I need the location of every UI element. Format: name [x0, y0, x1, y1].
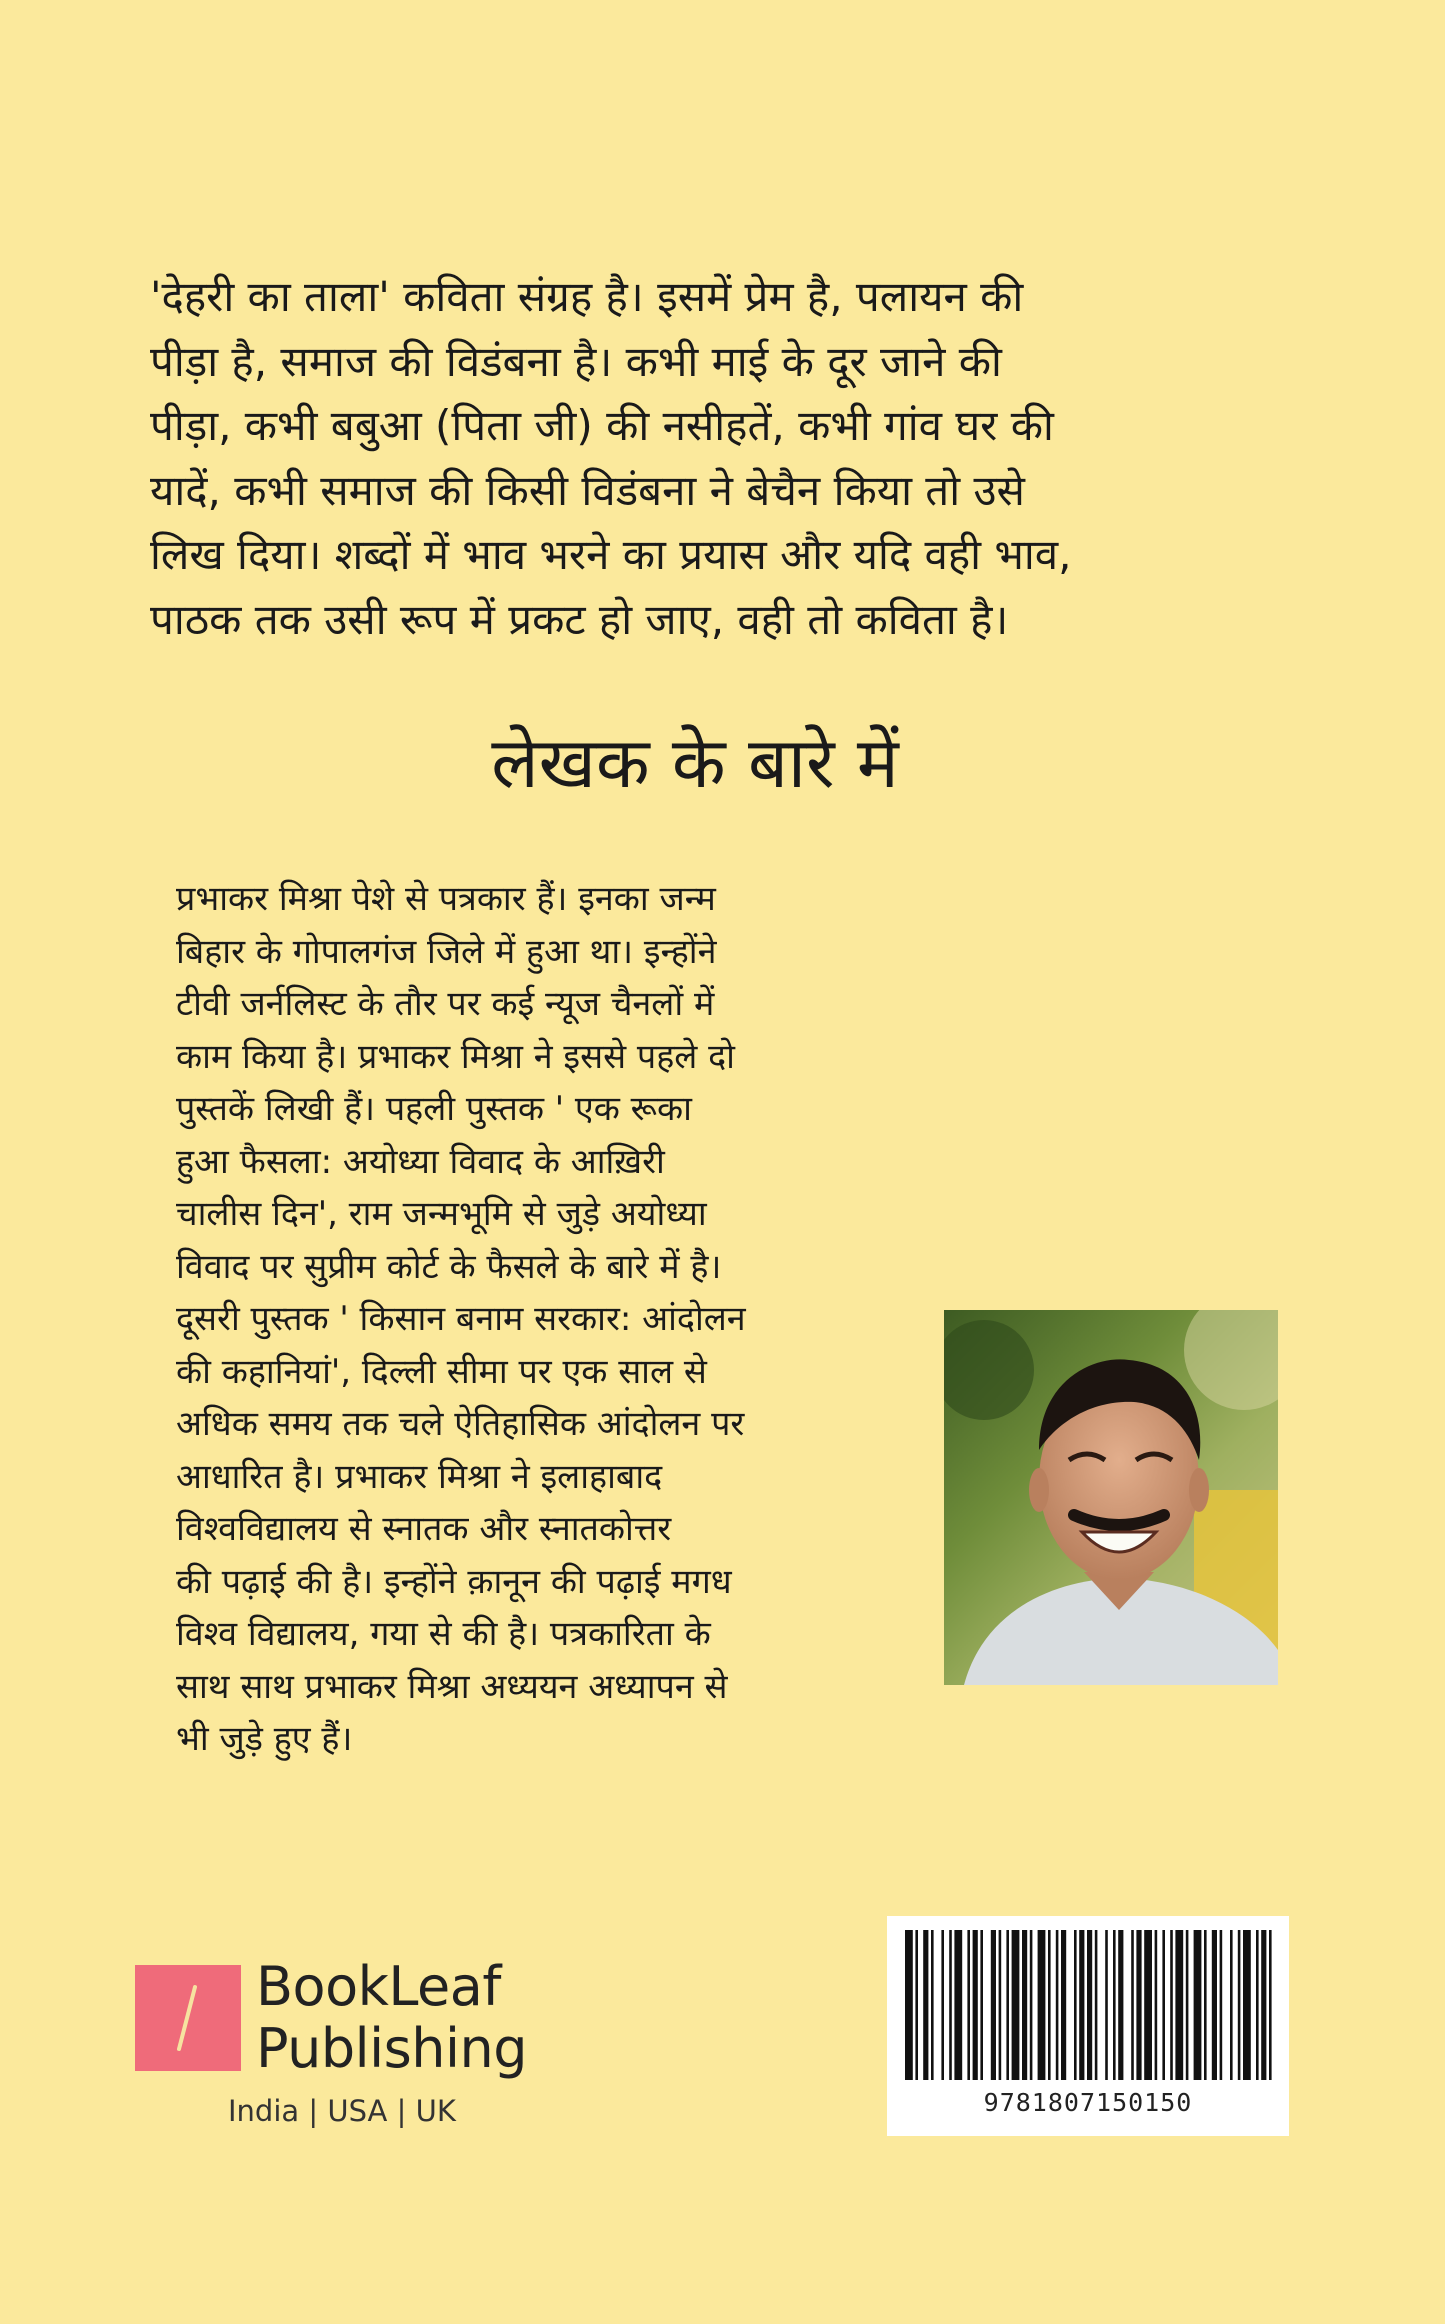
- barcode-bar: [1105, 1930, 1108, 2080]
- barcode-bar: [1186, 1930, 1189, 2080]
- author-photo: [944, 1310, 1278, 1685]
- barcode-bar: [1261, 1930, 1266, 2080]
- barcode-bar: [1022, 1930, 1027, 2080]
- barcode-bar: [1079, 1930, 1084, 2080]
- barcode-bar: [1113, 1930, 1116, 2080]
- barcode-bar: [1061, 1930, 1066, 2080]
- barcode-bars: [887, 1916, 1289, 2086]
- barcode-bar: [991, 1930, 996, 2080]
- barcode-bar: [931, 1930, 934, 2080]
- barcode-bar: [1030, 1930, 1033, 2080]
- barcode-bar: [999, 1930, 1002, 2080]
- barcode-bar: [1220, 1930, 1223, 2080]
- barcode-bar: [1131, 1930, 1134, 2080]
- barcode-bar: [1162, 1930, 1165, 2080]
- barcode-bar: [1006, 1930, 1009, 2080]
- barcode-bar: [923, 1930, 928, 2080]
- barcode-bar: [1048, 1930, 1051, 2080]
- barcode-bar: [1118, 1930, 1123, 2080]
- author-portrait-illustration: [944, 1310, 1278, 1685]
- barcode-bar: [1238, 1930, 1241, 2080]
- barcode-bar: [973, 1930, 978, 2080]
- barcode-bar: [1095, 1930, 1098, 2080]
- barcode-bar: [949, 1930, 952, 2080]
- barcode-bar: [1136, 1930, 1141, 2080]
- about-author-heading: लेखक के बारे में: [491, 722, 899, 804]
- barcode-bar: [1256, 1930, 1259, 2080]
- barcode-bar: [1144, 1930, 1152, 2080]
- barcode-bar: [1269, 1930, 1272, 2080]
- barcode-bar: [905, 1930, 913, 2080]
- barcode-bar: [1170, 1930, 1173, 2080]
- barcode-bar: [1194, 1930, 1202, 2080]
- book-blurb: 'देहरी का ताला' कविता संग्रह है। इसमें प्रेम है, पलायन की पीड़ा है, समाज की विडंबना है। कभी माई के दूर जाने की पीड़ा, कभी बबुआ (पिता जी) की नसीहतें, कभी गांव घर की यादें, कभी समाज की किसी विडंबना ने बेचैन किया तो उसे लिख दिया। शब्दों में भाव भरने का प्रयास और यदि वही भाव, पाठक तक उसी रूप में प्रकट हो जाए, वही तो कविता है।: [150, 272, 1072, 644]
- isbn-barcode: [887, 1916, 1289, 2136]
- barcode-bar: [1074, 1930, 1077, 2080]
- barcode-bar: [1155, 1930, 1158, 2080]
- publisher-name: BookLeaf Publishing: [256, 1955, 527, 2080]
- barcode-bar: [1012, 1930, 1020, 2080]
- barcode-bar: [954, 1930, 962, 2080]
- barcode-bar: [1204, 1930, 1207, 2080]
- publisher-countries: India | USA | UK: [228, 2094, 456, 2128]
- barcode-bar: [915, 1930, 918, 2080]
- barcode-bar: [1175, 1930, 1183, 2080]
- barcode-bar: [1243, 1930, 1251, 2080]
- barcode-bar: [967, 1930, 970, 2080]
- bookleaf-logo-mark: [135, 1965, 241, 2071]
- barcode-bar: [1038, 1930, 1046, 2080]
- barcode-bar: [1212, 1930, 1217, 2080]
- barcode-bar: [941, 1930, 944, 2080]
- slash-icon: [135, 1965, 241, 2071]
- barcode-bar: [1087, 1930, 1092, 2080]
- isbn-number: 9781807150150: [983, 2088, 1193, 2117]
- author-bio: प्रभाकर मिश्रा पेशे से पत्रकार हैं। इनका जन्म बिहार के गोपालगंज जिले में हुआ था। इन्होंने टीवी जर्नलिस्ट के तौर पर कई न्यूज चैनलों में काम किया है। प्रभाकर मिश्रा ने इससे पहले दो पुस्तकें लिखी हैं। पहली पुस्तक ' एक रूका हुआ फैसला: अयोध्या विवाद के आख़िरी चालीस दिन', राम जन्मभूमि से जुड़े अयोध्या विवाद पर सुप्रीम कोर्ट के फैसले के बारे में है। दूसरी पुस्तक ' किसान बनाम सरकार: आंदोलन की कहानियां', दिल्ली सीमा पर एक साल से अधिक समय तक चले ऐतिहासिक आंदोलन पर आधारित है। प्रभाकर मिश्रा ने इलाहाबाद विश्वविद्यालय से स्नातक और स्नातकोत्तर की पढ़ाई की है। इन्होंने क़ानून की पढ़ाई मगध विश्व विद्यालय, गया से की है। पत्रकारिता के साथ साथ प्रभाकर मिश्रा अध्ययन अध्यापन से भी जुड़े हुए हैं।: [176, 879, 746, 1759]
- barcode-bar: [1230, 1930, 1233, 2080]
- barcode-bar: [980, 1930, 983, 2080]
- barcode-bar: [1056, 1930, 1059, 2080]
